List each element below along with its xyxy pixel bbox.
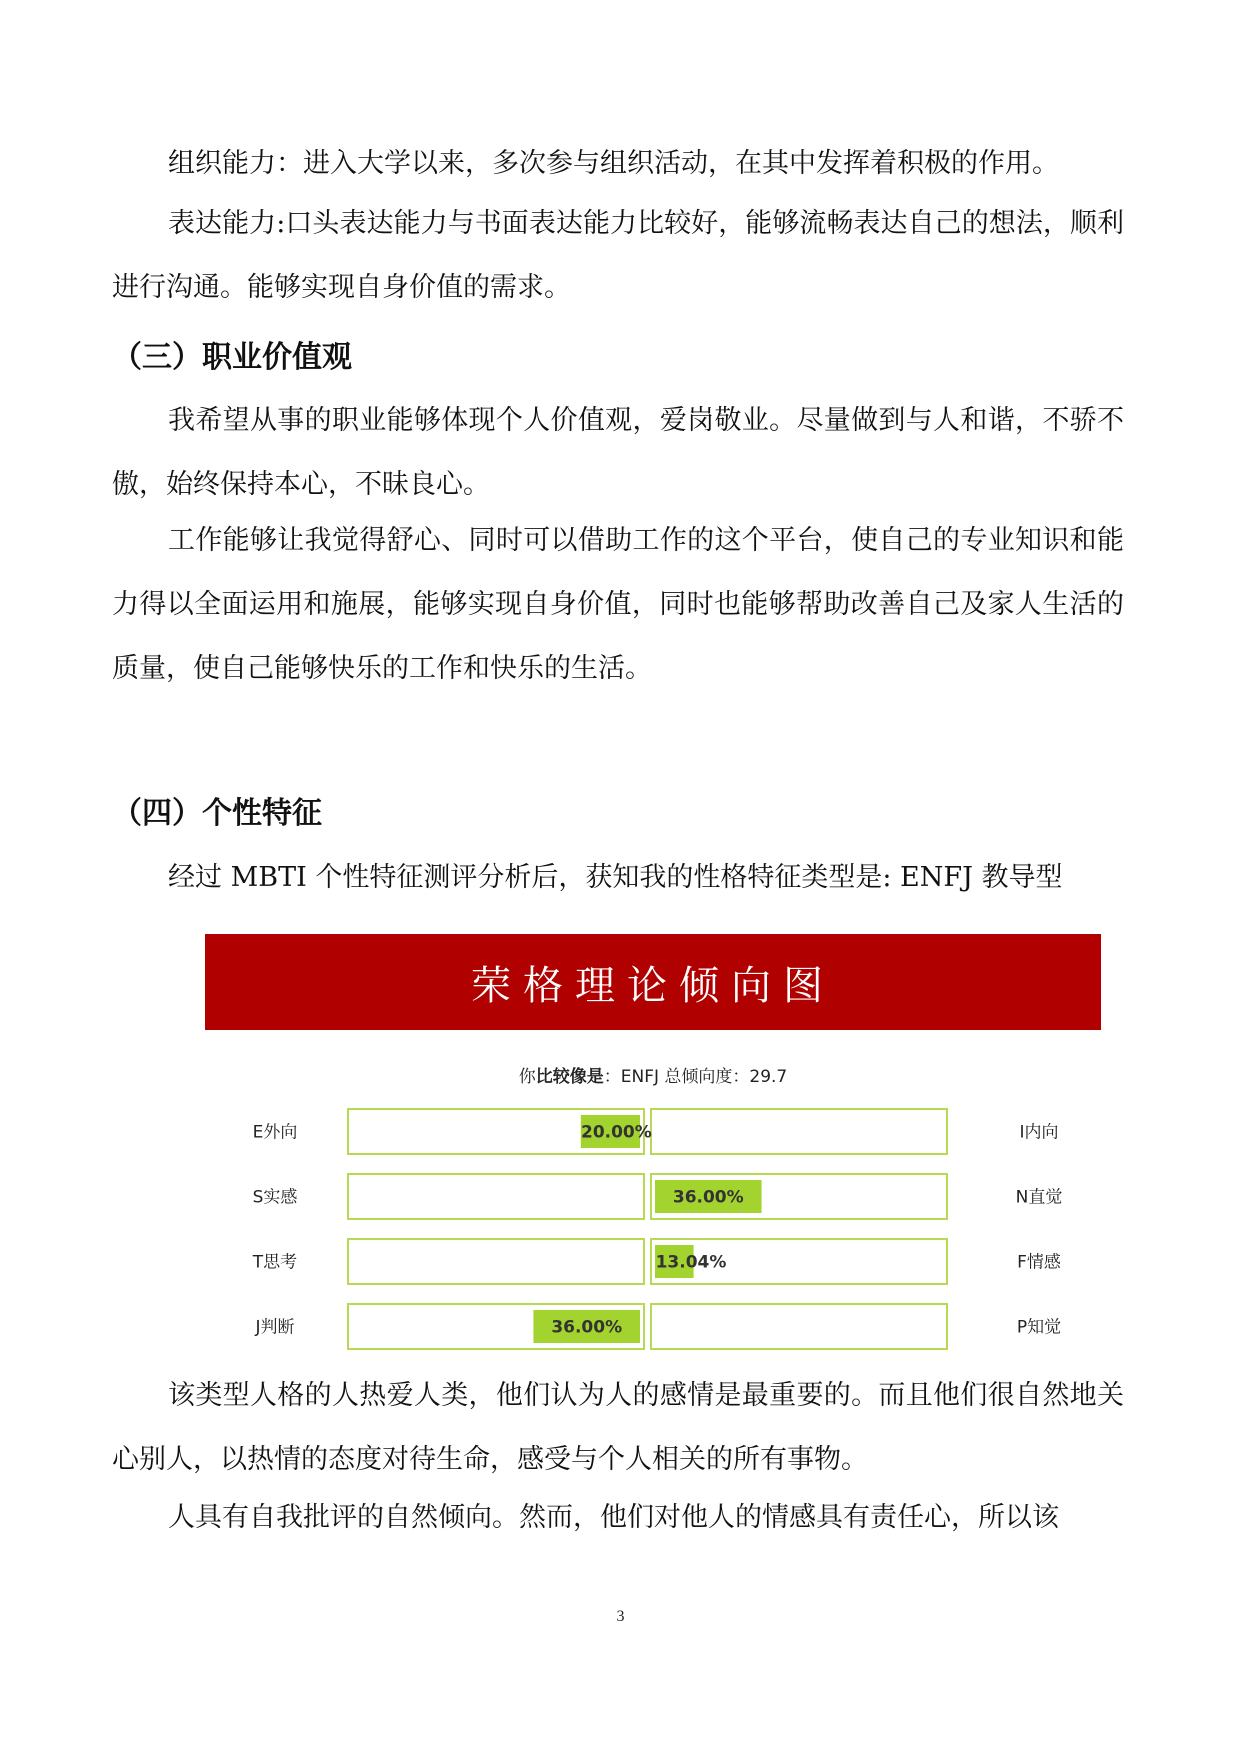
right-pole-label: P知觉	[1016, 1317, 1062, 1338]
summary-bold: 比较像是	[535, 1067, 604, 1087]
section-heading-personality: （四）个性特征	[112, 796, 322, 831]
paragraph-enfj-1: 该类型人格的人热爱人类，他们认为人的感情是最重要的。而且他们很自然地关心别人，以热情的态度对待生命，感受与个人相关的所有事物。	[112, 1380, 1124, 1475]
mbti-tendency-chart	[205, 934, 1101, 1352]
right-pole-label: N直觉	[1015, 1187, 1063, 1208]
right-bar-track	[651, 1304, 947, 1349]
right-pole-label: F情感	[1017, 1252, 1061, 1273]
right-pole-label: I内向	[1019, 1122, 1059, 1143]
chart-svg	[205, 934, 1101, 1352]
bar-value-label: 36.00%	[551, 1317, 623, 1338]
left-bar-track	[348, 1239, 644, 1284]
bar-value-label: 36.00%	[672, 1187, 744, 1208]
left-pole-label: E外向	[252, 1122, 298, 1143]
right-bar-track	[651, 1109, 947, 1154]
summary-rest: ：ENFJ 总倾向度：29.7	[603, 1067, 788, 1087]
bar-value-label: 20.00%	[580, 1122, 652, 1143]
paragraph-values-1: 我希望从事的职业能够体现个人价值观，爱岗敬业。尽量做到与人和谐，不骄不傲，始终保持本心，不昧良心。	[112, 405, 1124, 500]
left-pole-label: T思考	[252, 1252, 298, 1273]
paragraph-enfj-2: 人具有自我批评的自然倾向。然而，他们对他人的情感具有责任心，所以该	[168, 1502, 1059, 1533]
left-pole-label: S实感	[252, 1187, 298, 1208]
left-pole-label: J判断	[255, 1317, 295, 1338]
section-heading-values: （三）职业价值观	[112, 340, 352, 375]
bar-value-label: 13.04%	[655, 1252, 727, 1273]
paragraph-values-2: 工作能够让我觉得舒心、同时可以借助工作的这个平台，使自己的专业知识和能力得以全面运用和施展，能够实现自身价值，同时也能够帮助改善自己及家人生活的质量，使自己能够快乐的工作和快乐的生活。	[112, 525, 1124, 684]
summary-prefix: 你	[518, 1067, 536, 1087]
left-bar-track	[348, 1174, 644, 1219]
paragraph-mbti-intro: 经过 MBTI 个性特征测评分析后，获知我的性格特征类型是: ENFJ 教导型	[168, 862, 1063, 893]
page-number: 3	[616, 1608, 625, 1625]
paragraph-organization: 组织能力：进入大学以来，多次参与组织活动，在其中发挥着积极的作用。	[168, 148, 1059, 179]
paragraph-expression: 表达能力:口头表达能力与书面表达能力比较好，能够流畅表达自己的想法，顺利进行沟通。能够实现自身价值的需求。	[112, 208, 1124, 303]
chart-title: 荣格理论倾向图	[471, 962, 835, 1009]
